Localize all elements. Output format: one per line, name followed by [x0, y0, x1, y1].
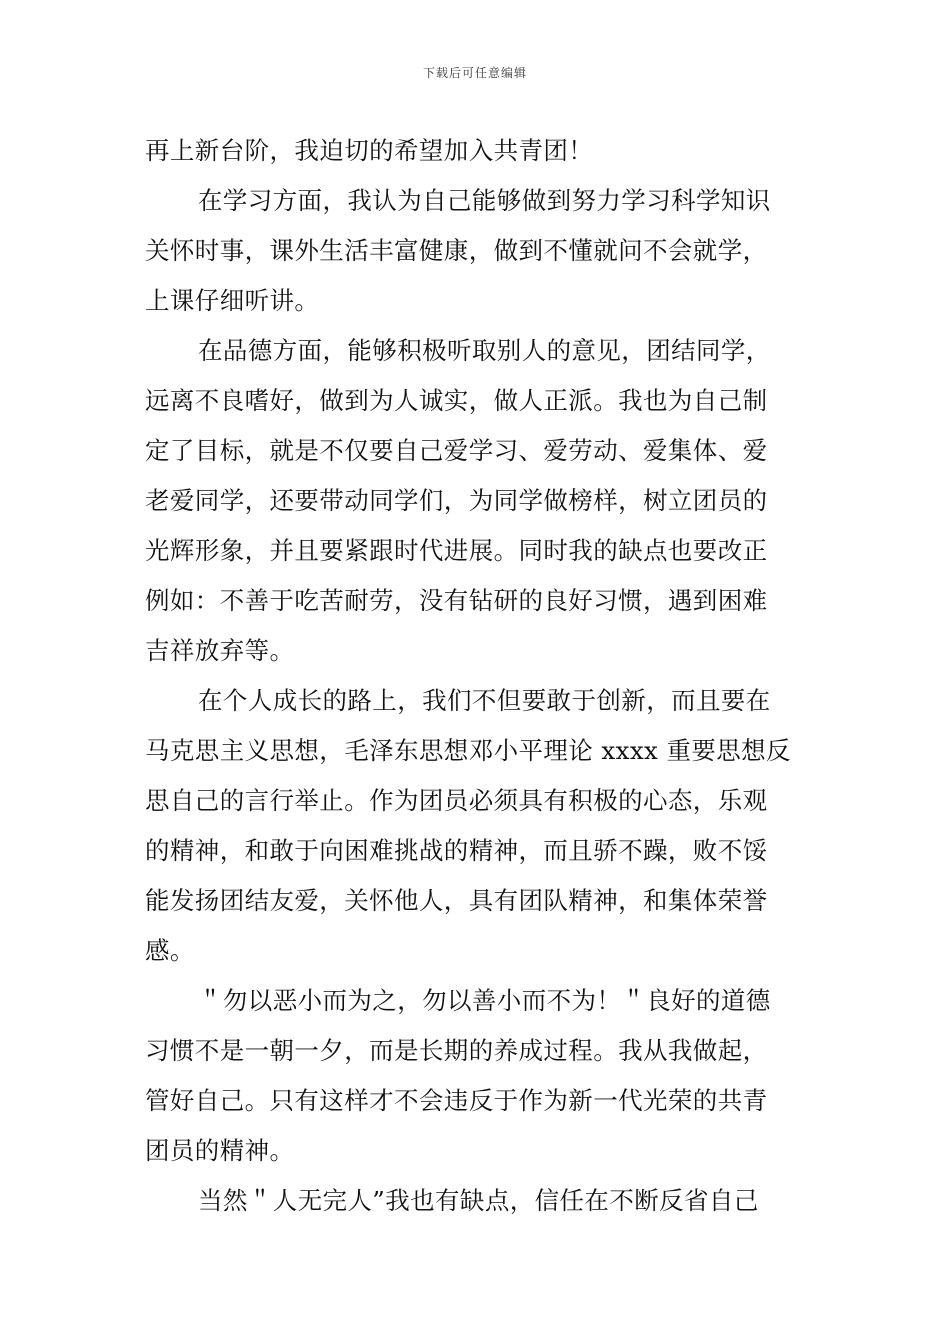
text-line: 的精神，和敢于向困难挑战的精神，而且骄不躁，败不馁 [145, 836, 768, 865]
text-line: 再上新台阶，我迫切的希望加入共青团！ [145, 136, 594, 165]
text-line: 上课仔细听讲。 [145, 286, 320, 315]
paragraph-first-line: 在品德方面，能够积极听取别人的意见，团结同学， [198, 336, 771, 365]
text-line: 老爱同学，还要带动同学们，为同学做榜样，树立团员的 [145, 486, 768, 515]
paragraph-first-line: 在个人成长的路上，我们不但要敢于创新，而且要在 [198, 686, 771, 715]
paragraph-first-line: ＂勿以恶小而为之，勿以善小而不为！＂良好的道德 [198, 986, 771, 1015]
text-line: 马克思主义思想，毛泽东思想邓小平理论 xxxx 重要思想反 [145, 736, 791, 765]
text-line: 能发扬团结友爱，关怀他人，具有团队精神，和集体荣誉 [145, 886, 768, 915]
paragraph-first-line: 当然＂人无完人”我也有缺点，信任在不断反省自己 [198, 1186, 759, 1215]
paragraph-first-line: 在学习方面，我认为自己能够做到努力学习科学知识 [198, 186, 771, 215]
text-line: 思自己的言行举止。作为团员必须具有积极的心态，乐观 [145, 786, 768, 815]
text-line: 感。 [145, 936, 195, 965]
text-line: 团员的精神。 [145, 1136, 295, 1165]
document-body [145, 126, 807, 1226]
text-line: 管好自己。只有这样才不会违反于作为新一代光荣的共青 [145, 1086, 768, 1115]
text-line: 习惯不是一朝一夕，而是长期的养成过程。我从我做起， [145, 1036, 768, 1065]
text-line: 定了目标，就是不仅要自己爱学习、爱劳动、爱集体、爱 [145, 436, 768, 465]
text-line: 远离不良嗜好，做到为人诚实，做人正派。我也为自己制 [145, 386, 768, 415]
text-line: 例如：不善于吃苦耐劳，没有钻研的良好习惯，遇到困难 [145, 586, 768, 615]
page-header: 下载后可任意编辑 [422, 66, 527, 80]
text-line: 吉祥放弃等。 [145, 636, 295, 665]
text-line: 光辉形象，并且要紧跟时代进展。同时我的缺点也要改正 [145, 536, 768, 565]
text-line: 关怀时事，课外生活丰富健康，做到不懂就问不会就学， [145, 236, 768, 265]
